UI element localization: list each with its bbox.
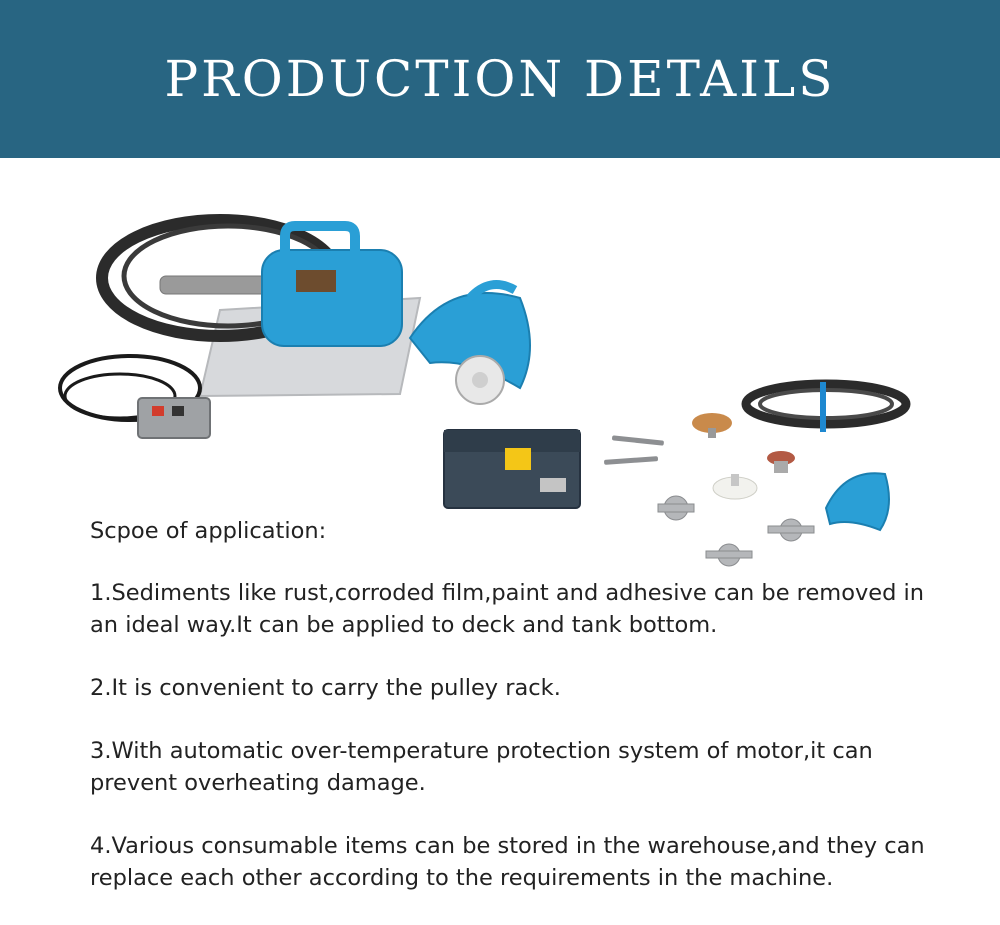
scope-heading: Scpoe of application:: [90, 518, 327, 544]
scope-item-4: 4.Various consumable items can be stored in the warehouse,and they can replace each other according to the requirements in the machine.: [90, 833, 925, 891]
cup-brush-icon: [767, 451, 795, 473]
shaft-connector: [160, 276, 270, 294]
scope-item-3: 3.With automatic over-temperature protection system of motor,it can prevent overheating damage.: [90, 738, 873, 796]
wire-brush-icon: [692, 413, 732, 438]
motor-body: [262, 250, 402, 346]
wrench-icon: [604, 435, 664, 465]
scope-item-1: 1.Sediments like rust,corroded film,paint and adhesive can be removed in an ideal way.It can be applied to deck and tank bottom.: [90, 580, 925, 638]
scope-of-application: [90, 515, 950, 925]
polishing-pad-icon: [713, 474, 757, 499]
header-banner: [0, 0, 1000, 158]
page-title: PRODUCTION DETAILS: [164, 50, 836, 108]
switch-box: [138, 398, 210, 438]
scope-item-2: 2.It is convenient to carry the pulley rack.: [90, 675, 561, 701]
